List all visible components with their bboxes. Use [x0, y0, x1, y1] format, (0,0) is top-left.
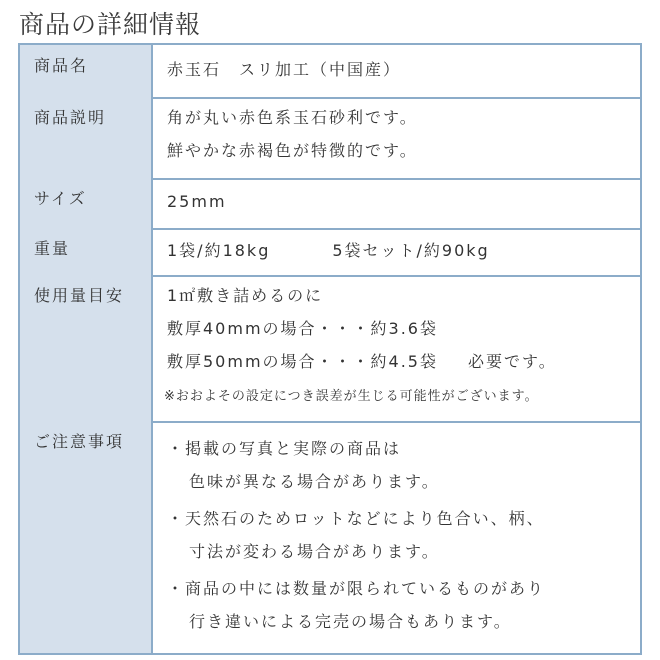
usage-line-3-text: 敷厚50mmの場合・・・約4.5袋 — [167, 352, 438, 371]
usage-line-1: 1㎡敷き詰めるのに — [167, 286, 324, 305]
description-line-2: 鮮やかな赤褐色が特徴的です。 — [167, 141, 418, 160]
label-cell — [20, 178, 153, 228]
page-title: 商品の詳細情報 — [19, 10, 202, 39]
usage-line-3-suffix: 必要です。 — [467, 352, 557, 371]
label-cell — [20, 97, 153, 178]
value-cell — [153, 228, 642, 275]
product-name-value: 赤玉石 スリ加工（中国産） — [167, 60, 402, 79]
label-cell — [20, 275, 153, 421]
table-row-product-name — [20, 45, 642, 99]
table-row-size — [20, 178, 642, 230]
product-detail-table — [18, 43, 642, 655]
usage-line-2: 敷厚40mmの場合・・・約3.6袋 — [167, 319, 438, 338]
value-cell — [153, 421, 642, 653]
row-label-description: 商品説明 — [34, 108, 107, 127]
label-cell — [20, 421, 153, 653]
value-cell — [153, 97, 642, 178]
row-label-weight: 重量 — [34, 239, 71, 258]
notes-line-2: 色味が異なる場合があります。 — [189, 472, 440, 491]
weight-single-bag: 1袋/約18kg — [167, 241, 271, 260]
weight-set: 5袋セット/約90kg — [332, 241, 490, 260]
notes-line-3: ・天然石のためロットなどにより色合い、柄、 — [167, 509, 545, 528]
description-line-1: 角が丸い赤色系玉石砂利です。 — [167, 108, 418, 127]
label-cell — [20, 228, 153, 275]
label-cell — [20, 45, 153, 97]
table-row-weight — [20, 228, 642, 277]
table-row-notes — [20, 421, 642, 655]
notes-line-4: 寸法が変わる場合があります。 — [189, 542, 440, 561]
row-label-usage-guide: 使用量目安 — [34, 286, 125, 305]
notes-line-5: ・商品の中には数量が限られているものがあり — [167, 579, 546, 598]
value-cell — [153, 178, 642, 228]
row-label-notes: ご注意事項 — [34, 432, 125, 451]
row-label-product-name: 商品名 — [34, 56, 89, 75]
table-row-usage-guide — [20, 275, 642, 423]
usage-line-3 — [167, 351, 557, 373]
size-value: 25mm — [167, 192, 227, 211]
value-cell — [153, 275, 642, 421]
notes-line-1: ・掲載の写真と実際の商品は — [167, 439, 402, 458]
notes-line-6: 行き違いによる完売の場合もあります。 — [189, 612, 512, 631]
usage-note: ※おおよその設定につき誤差が生じる可能性がございます。 — [164, 389, 539, 404]
row-label-size: サイズ — [34, 189, 87, 208]
table-row-product-description — [20, 97, 642, 180]
value-cell — [153, 45, 642, 97]
weight-values — [167, 240, 490, 262]
